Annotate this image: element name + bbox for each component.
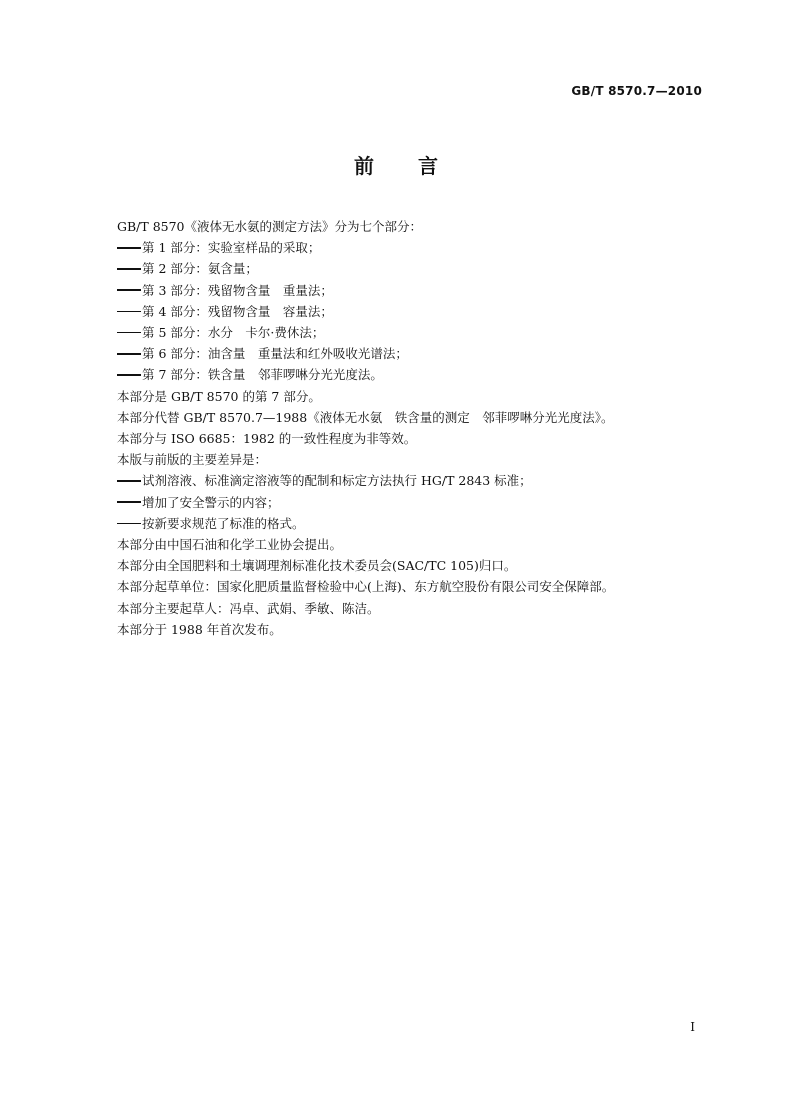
list-item-difference-1 — [117, 470, 707, 491]
list-item-part-5 — [117, 322, 707, 343]
intro-paragraph: GB/T 8570《液体无水氨的测定方法》分为七个部分： — [117, 219, 423, 234]
drafters-paragraph: 本部分主要起草人：冯卓、武娟、季敏、陈洁。 — [117, 600, 380, 616]
dash-mark — [117, 480, 141, 482]
differences-intro-paragraph: 本版与前版的主要差异是： — [117, 452, 268, 468]
first-published-paragraph: 本部分于 1988 年首次发布。 — [117, 621, 282, 637]
list-item-text: 按新要求规范了标准的格式。 — [142, 515, 305, 531]
list-item-text: 第 3 部分：残留物含量 重量法； — [142, 282, 333, 298]
page-title-char-1: 前 — [354, 154, 374, 178]
centralized-by-paragraph: 本部分由全国肥料和土壤调理剂标准化技术委员会(SAC/TC 105)归口。 — [117, 558, 517, 574]
list-item-text: 试剂溶液、标准滴定溶液等的配制和标定方法执行 HG/T 2843 标准； — [142, 473, 532, 489]
foreword-body — [117, 216, 707, 640]
list-item-part-7 — [117, 364, 707, 385]
dash-mark — [117, 289, 141, 291]
dash-mark — [117, 353, 141, 355]
list-item-text: 第 7 部分：铁含量 邻菲啰啉分光光度法。 — [142, 367, 383, 383]
list-item-part-4 — [117, 301, 707, 322]
page-number: I — [690, 1020, 695, 1034]
drafting-units-paragraph: 本部分起草单位：国家化肥质量监督检验中心(上海)、东方航空股份有限公司安全保障部。 — [117, 579, 615, 595]
list-item-difference-3 — [117, 513, 707, 534]
dash-mark — [117, 268, 141, 270]
list-item-part-6 — [117, 343, 707, 364]
list-item-text: 第 5 部分：水分 卡尔·费休法； — [142, 325, 325, 341]
list-item-part-2 — [117, 258, 707, 279]
dash-mark — [117, 501, 141, 503]
list-item-text: 第 6 部分：油含量 重量法和红外吸收光谱法； — [142, 346, 408, 362]
page-title — [0, 150, 792, 179]
consistency-paragraph: 本部分与 ISO 6685：1982 的一致性程度为非等效。 — [117, 431, 417, 447]
list-item-part-3 — [117, 280, 707, 301]
list-item-text: 第 1 部分：实验室样品的采取； — [142, 240, 321, 256]
dash-mark — [117, 332, 141, 334]
dash-mark — [117, 374, 141, 376]
replaces-paragraph: 本部分代替 GB/T 8570.7—1988《液体无水氨 铁含量的测定 邻菲啰啉分光光度法》。 — [117, 409, 614, 425]
list-item-text: 第 4 部分：残留物含量 容量法； — [142, 303, 333, 319]
dash-mark — [117, 311, 141, 313]
list-item-part-1 — [117, 237, 707, 258]
page-title-char-2: 言 — [418, 154, 438, 178]
proposed-by-paragraph: 本部分由中国石油和化学工业协会提出。 — [117, 537, 343, 553]
list-item-difference-2 — [117, 492, 707, 513]
this-part-paragraph: 本部分是 GB/T 8570 的第 7 部分。 — [117, 388, 321, 404]
standard-code: GB/T 8570.7—2010 — [571, 84, 702, 98]
dash-mark — [117, 247, 141, 249]
list-item-text: 增加了安全警示的内容； — [142, 494, 280, 510]
dash-mark — [117, 523, 141, 525]
list-item-text: 第 2 部分：氨含量； — [142, 261, 258, 277]
